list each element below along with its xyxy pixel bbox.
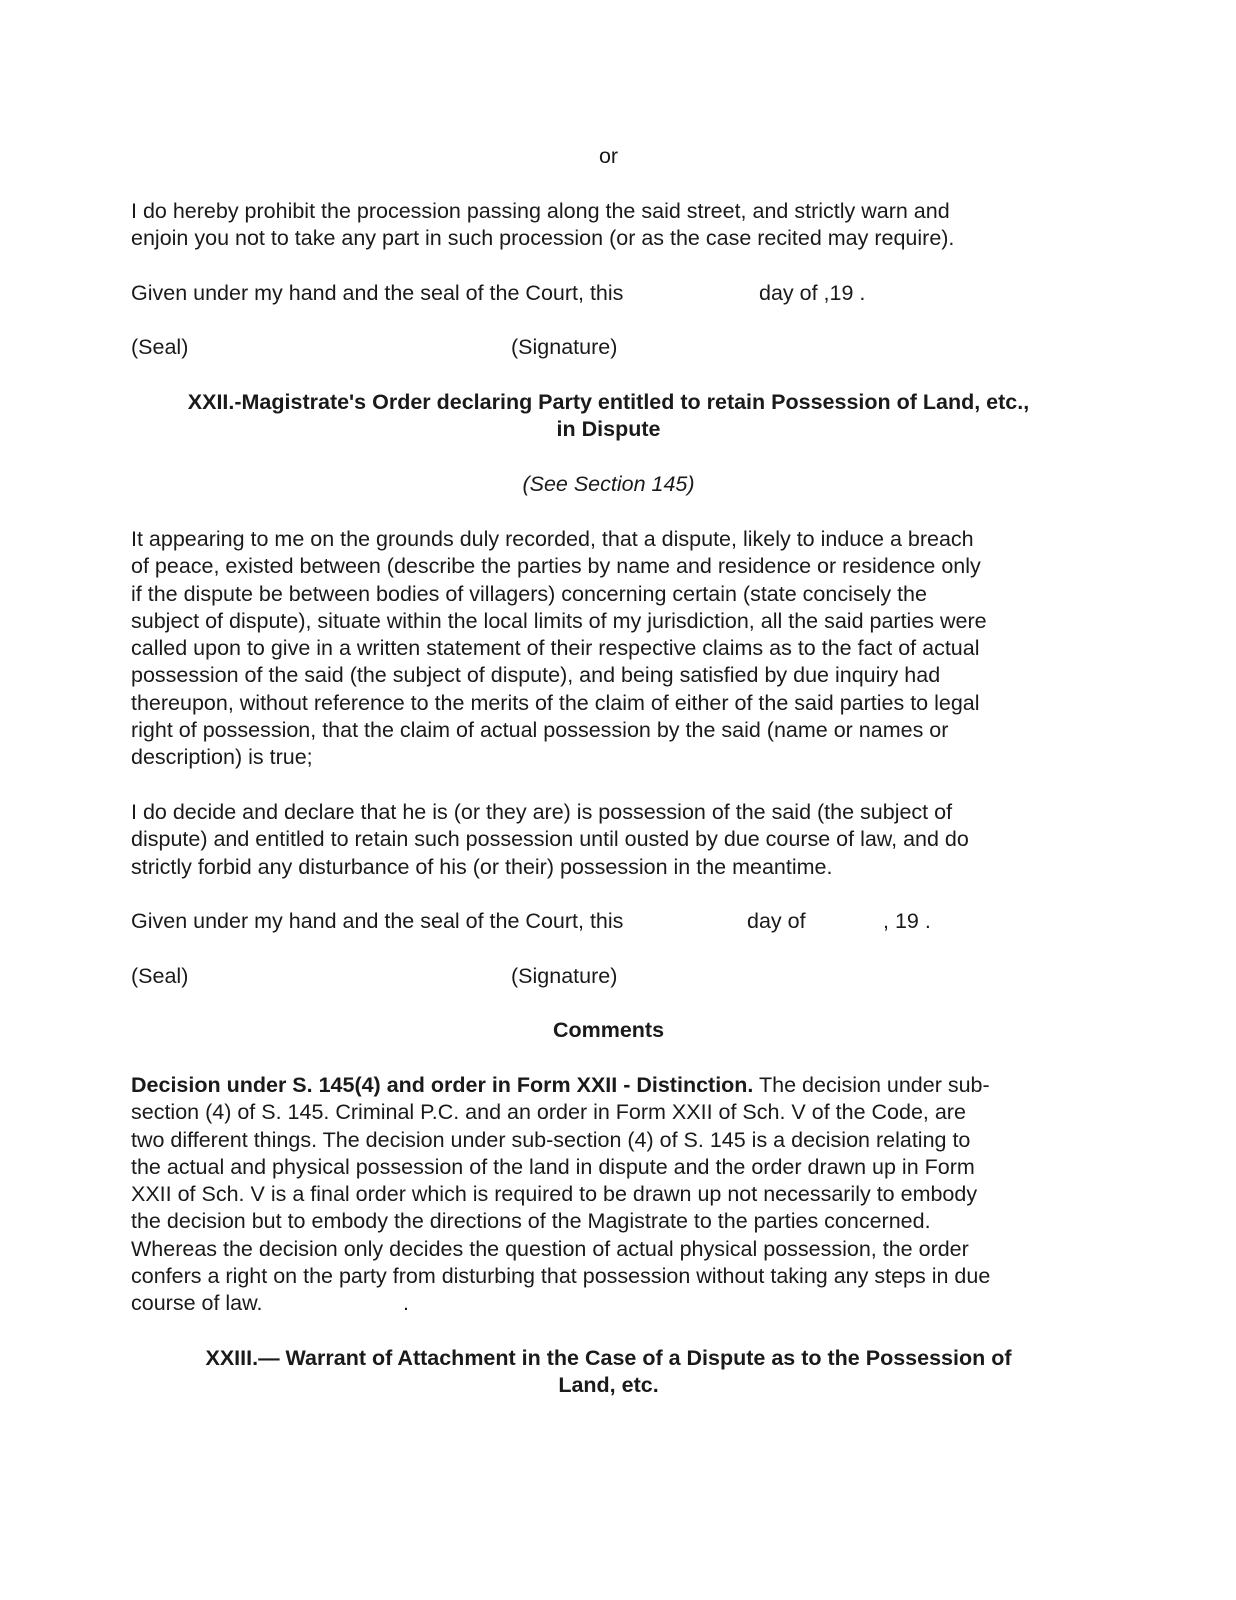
para1-line: subject of dispute), situate within the local limits of my jurisdiction, all the said parties were xyxy=(131,608,987,633)
comments-line: two different things. The decision under sub-section (4) of S. 145 is a decision relating to xyxy=(131,1127,971,1152)
para1-line: thereupon, without reference to the merits of the claim of either of the said parties to legal xyxy=(131,690,980,715)
para2-line: dispute) and entitled to retain such possession until ousted by due course of law, and do xyxy=(131,827,969,852)
signature-label: (Signature) xyxy=(511,335,618,359)
para1-line: description) is true; xyxy=(131,745,313,770)
or-separator: or xyxy=(598,144,619,168)
comments-line: section (4) of S. 145. Criminal P.C. and an order in Form XXII of Sch. V of the Code, are xyxy=(131,1100,966,1125)
trailing-dot: . xyxy=(403,1291,409,1316)
prohibit-paragraph xyxy=(131,198,1086,253)
form-xxii-heading xyxy=(131,389,1086,444)
comments-first-line xyxy=(131,1072,1086,1099)
comments-paragraph xyxy=(131,1072,1086,1318)
signature-label: (Signature) xyxy=(511,964,618,988)
para2-line: strictly forbid any disturbance of his (or their) possession in the meantime. xyxy=(131,854,833,879)
given-year-text: , 19 . xyxy=(883,909,931,933)
comments-line: the decision but to embody the directions of the Magistrate to the parties concerned. xyxy=(131,1209,931,1234)
seal-label: (Seal) xyxy=(131,964,189,988)
prohibit-line-2: enjoin you not to take any part in such procession (or as the case recited may require). xyxy=(131,226,955,251)
form-xxiii-heading-line-2: Land, etc. xyxy=(558,1373,659,1398)
para1-line: of peace, existed between (describe the parties by name and residence or residence only xyxy=(131,554,981,579)
form-xxiii-heading xyxy=(131,1345,1086,1400)
para1-line: if the dispute be between bodies of villagers) concerning certain (state concisely the xyxy=(131,581,927,606)
comments-last-line xyxy=(131,1290,1086,1317)
signature-block-1 xyxy=(131,334,1086,361)
section-reference: (See Section 145) xyxy=(522,472,695,496)
given-line-2 xyxy=(131,908,1086,935)
form-xxii-heading-line-2: in Dispute xyxy=(556,417,661,442)
para1-line: called upon to give in a written statement of their respective claims as to the fact of actual xyxy=(131,636,980,661)
given-day-text: day of ,19 . xyxy=(759,281,866,305)
given-line-1 xyxy=(131,280,1086,307)
given-text: Given under my hand and the seal of the Court, this xyxy=(131,281,624,305)
comments-line: the actual and physical possession of the land in dispute and the order drawn up in Form xyxy=(131,1154,975,1179)
form-xxii-heading-line-1: XXII.-Magistrate's Order declaring Party entitled to retain Possession of Land, etc., xyxy=(187,390,1030,414)
comments-first-line-rest: The decision under sub- xyxy=(753,1073,990,1097)
comments-line: confers a right on the party from disturbing that possession without taking any steps in due xyxy=(131,1264,991,1289)
comments-heading: Comments xyxy=(552,1018,665,1042)
signature-block-2 xyxy=(131,963,1086,990)
given-day-text: day of xyxy=(747,909,806,933)
comments-lead: Decision under S. 145(4) and order in Form XXII - Distinction. xyxy=(131,1073,754,1097)
comments-line: Whereas the decision only decides the question of actual physical possession, the order xyxy=(131,1236,969,1261)
form-xxii-paragraph-2 xyxy=(131,799,1086,881)
comments-last-text: course of law. xyxy=(131,1291,263,1316)
para1-line: It appearing to me on the grounds duly recorded, that a dispute, likely to induce a breach xyxy=(131,527,974,551)
seal-label: (Seal) xyxy=(131,335,189,359)
para1-line: right of possession, that the claim of actual possession by the said (name or names or xyxy=(131,718,949,743)
form-xxiii-heading-line-1: XXIII.— Warrant of Attachment in the Case of a Dispute as to the Possession of xyxy=(205,1346,1012,1370)
prohibit-line-1: I do hereby prohibit the procession passing along the said street, and strictly warn and xyxy=(131,199,950,223)
given-text: Given under my hand and the seal of the Court, this xyxy=(131,909,624,933)
para1-line: possession of the said (the subject of dispute), and being satisfied by due inquiry had xyxy=(131,663,941,688)
para2-line: I do decide and declare that he is (or they are) is possession of the said (the subject of xyxy=(131,800,953,824)
comments-line: XXII of Sch. V is a final order which is required to be drawn up not necessarily to embody xyxy=(131,1182,978,1207)
form-xxii-paragraph-1 xyxy=(131,526,1086,772)
